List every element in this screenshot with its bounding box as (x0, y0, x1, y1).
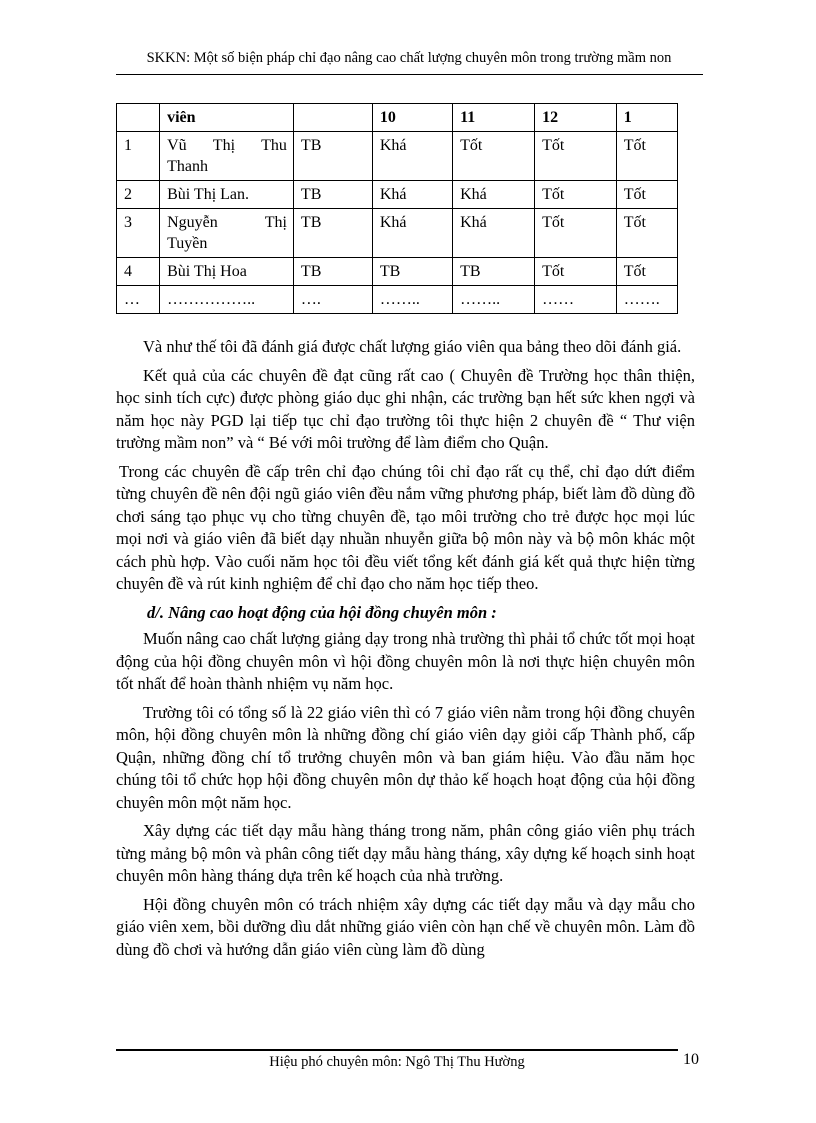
grade-cell: Tốt (535, 181, 617, 209)
teacher-name-line1: Nguyễn Thị (167, 214, 287, 231)
grade-cell: TB (453, 258, 535, 286)
grade-cell: TB (293, 181, 372, 209)
teacher-name: Bùi Thị Lan. (160, 181, 294, 209)
teacher-name-line2: Tuyền (167, 235, 208, 252)
grade-cell: …….. (372, 286, 452, 314)
row-number: 3 (117, 209, 160, 258)
table-header-cell: viên (160, 104, 294, 132)
table-row (117, 209, 678, 258)
grade-cell: Tốt (535, 132, 617, 181)
teacher-name (160, 132, 294, 181)
teacher-name-line2: Thanh (167, 158, 208, 175)
footer-rule (116, 1049, 678, 1051)
grade-cell: Tốt (535, 209, 617, 258)
page-number: 10 (683, 1051, 699, 1068)
grade-cell: Khá (453, 181, 535, 209)
table-header-cell: 10 (372, 104, 452, 132)
table-header-cell: 12 (535, 104, 617, 132)
paragraph: Trường tôi có tổng số là 22 giáo viên thì có 7 giáo viên nằm trong hội đồng chuyên môn, hội đồng chuyên môn là những đồng chí giáo viên dạy giỏi cấp Thành phố, cấp Quận, những đồng chí tổ trưởng chuyên môn và ban giám hiệu. Vào đầu năm học chúng tôi tổ chức họp hội đồng chuyên môn dự thảo kế hoạch hoạt động của hội đồng chuyên môn một năm học. (116, 702, 695, 812)
grade-cell: Khá (372, 132, 452, 181)
paragraph: Trong các chuyên đề cấp trên chỉ đạo chúng tôi chỉ đạo rất cụ thể, chỉ đạo dứt điểm từng chuyên đề nên đội ngũ giáo viên đều nắm vững phương pháp, biết làm đồ dùng đồ chơi sáng tạo phục vụ cho từng chuyên đề, tạo môi trường cho trẻ được học mọi lúc mọi nơi và giáo viên đã biết dạy nhuần nhuyễn giữa bộ môn này và bộ môn khác một cách phù hợp. Vào cuối năm học tôi đều viết tổng kết đánh giá kết quả thực hiện từng chuyên đề và rút kinh nghiệm để chỉ đạo cho năm học tiếp theo. (116, 461, 695, 593)
page-header: SKKN: Một số biện pháp chỉ đạo nâng cao chất lượng chuyên môn trong trường mầm non (146, 50, 672, 66)
body-text (116, 336, 695, 967)
grade-cell: TB (293, 258, 372, 286)
teacher-name: …………….. (160, 286, 294, 314)
teacher-name: Bùi Thị Hoa (160, 258, 294, 286)
teacher-name (160, 209, 294, 258)
grade-cell: ……. (616, 286, 677, 314)
row-number: 4 (117, 258, 160, 286)
grade-cell: TB (293, 209, 372, 258)
paragraph: Và như thế tôi đã đánh giá được chất lượng giáo viên qua bảng theo dõi đánh giá. (143, 337, 682, 356)
table-row (117, 286, 678, 314)
paragraph: Hội đồng chuyên môn có trách nhiệm xây dựng các tiết dạy mẫu và dạy mẫu cho giáo viên xem, bồi dưỡng dìu dắt những giáo viên còn hạn chế về chuyên môn. Làm đồ dùng đồ chơi và hướng dẫn giáo viên cùng làm đồ dùng (116, 894, 695, 959)
section-heading: d/. Nâng cao hoạt động của hội đồng chuyên môn : (147, 602, 497, 622)
grade-cell: Khá (372, 209, 452, 258)
row-number: … (117, 286, 160, 314)
teacher-rating-table (116, 103, 678, 314)
table-header-cell (117, 104, 160, 132)
row-number: 2 (117, 181, 160, 209)
table-header-cell: 1 (616, 104, 677, 132)
grade-cell: …. (293, 286, 372, 314)
paragraph: Kết quả của các chuyên đề đạt cũng rất cao ( Chuyên đề Trường học thân thiện, học sinh tích cực) được phòng giáo dục ghi nhận, các trường bạn hết sức khen ngợi và năm học này PGD lại tiếp tục chỉ đạo trường tôi thực hiện 2 chuyên đề “ Thư viện trường mầm non” và “ Bé với môi trường để làm điểm cho Quận. (116, 365, 695, 452)
grade-cell: Khá (453, 209, 535, 258)
paragraph: Xây dựng các tiết dạy mẫu hàng tháng trong năm, phân công giáo viên phụ trách từng mảng bộ môn và phân công tiết dạy mẫu hàng tháng, xây dựng kế hoạch sinh hoạt chuyên môn hàng tháng dựa trên kế hoạch của nhà trường. (116, 821, 695, 885)
table-row (117, 181, 678, 209)
grade-cell: TB (293, 132, 372, 181)
page-footer: Hiệu phó chuyên môn: Ngô Thị Thu Hường (269, 1054, 525, 1070)
grade-cell: Tốt (616, 181, 677, 209)
grade-cell: Tốt (453, 132, 535, 181)
grade-cell: Tốt (535, 258, 617, 286)
table-header-row (117, 104, 678, 132)
paragraph: Muốn nâng cao chất lượng giảng dạy trong nhà trường thì phải tổ chức tốt mọi hoạt động của hội đồng chuyên môn vì hội đồng chuyên môn là nơi thực hiện chuyên môn tốt nhất để hoàn thành nhiệm vụ năm học. (116, 629, 696, 693)
grade-cell: Tốt (616, 132, 677, 181)
grade-cell: TB (372, 258, 452, 286)
table-row (117, 132, 678, 181)
table-header-cell (293, 104, 372, 132)
row-number: 1 (117, 132, 160, 181)
header-rule (116, 74, 703, 75)
grade-cell: Khá (372, 181, 452, 209)
grade-cell: …… (535, 286, 617, 314)
grade-cell: …….. (453, 286, 535, 314)
table-row (117, 258, 678, 286)
grade-cell: Tốt (616, 209, 677, 258)
grade-cell: Tốt (616, 258, 677, 286)
table-header-cell: 11 (453, 104, 535, 132)
teacher-name-line1: Vũ Thị Thu (167, 137, 287, 154)
